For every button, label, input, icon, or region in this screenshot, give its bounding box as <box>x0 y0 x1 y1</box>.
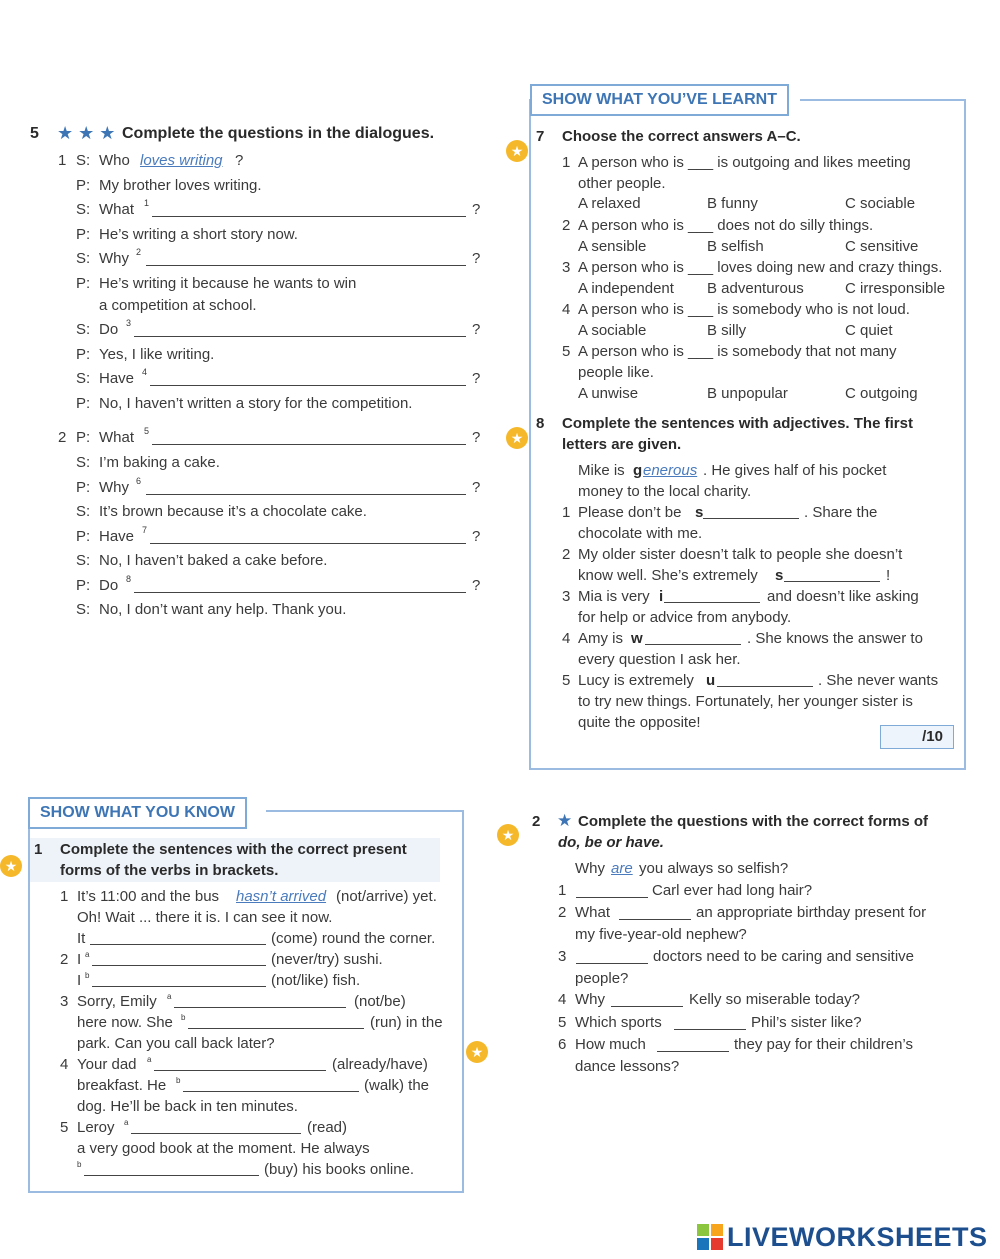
first-letter: w <box>631 630 643 647</box>
question-text: other people. <box>578 175 666 192</box>
answer-blank[interactable] <box>174 1007 346 1008</box>
line-text: Have <box>99 528 135 545</box>
score-box: /10 <box>880 725 954 749</box>
line-text: (never/try) sushi. <box>271 951 383 968</box>
speaker: P: <box>76 275 91 292</box>
line-text: (run) in the <box>370 1014 443 1031</box>
line-text: Sorry, Emily <box>77 993 157 1010</box>
answer-option-b[interactable]: B adventurous <box>707 280 804 297</box>
line-text: quite the opposite! <box>578 714 701 731</box>
answer-blank[interactable] <box>611 1006 683 1007</box>
line-text: I’m baking a cake. <box>99 454 220 471</box>
speaker: S: <box>76 152 91 169</box>
answer-blank[interactable] <box>146 494 466 495</box>
line-text: an appropriate birthday present for <box>696 904 927 921</box>
speaker: S: <box>76 250 91 267</box>
line-text: Why <box>575 991 605 1008</box>
gap-number: 8 <box>126 574 132 584</box>
first-letter: u <box>706 672 716 689</box>
section-header: SHOW WHAT YOU’VE LEARNT <box>530 84 789 116</box>
line-text: ! <box>886 567 891 584</box>
answer-option-a[interactable]: A unwise <box>578 385 639 402</box>
answer-blank[interactable] <box>152 216 466 217</box>
gap-number: 6 <box>136 476 142 486</box>
answer-option-a[interactable]: A sociable <box>578 322 647 339</box>
item-number: 1 <box>558 882 567 899</box>
line-text: Mia is very <box>578 588 650 605</box>
difficulty-stars: ★ ★ ★ <box>57 123 116 143</box>
exercise-number: 7 <box>536 128 545 145</box>
item-number: 3 <box>562 588 571 605</box>
line-text: Amy is <box>578 630 623 647</box>
line-text: Leroy <box>77 1119 115 1136</box>
question-text: people like. <box>578 364 654 381</box>
answer-blank[interactable] <box>134 592 466 593</box>
answer-option-a[interactable]: A sensible <box>578 238 647 255</box>
line-text: Phil’s sister like? <box>751 1014 862 1031</box>
answer-option-b[interactable]: B selfish <box>707 238 764 255</box>
line-text: to try new things. Fortunately, her younger sister is <box>578 693 913 710</box>
question-text: A person who is ___ is somebody who is not loud. <box>578 301 910 318</box>
question-mark: ? <box>472 250 481 267</box>
speaker: S: <box>76 201 91 218</box>
line-text: (not/be) <box>354 993 406 1010</box>
speaker: S: <box>76 370 91 387</box>
line-text: money to the local charity. <box>578 483 752 500</box>
line-text: He’s writing a short story now. <box>99 226 298 243</box>
answer-option-b[interactable]: B funny <box>707 195 758 212</box>
item-number: 4 <box>562 301 571 318</box>
item-number: 2 <box>562 546 571 563</box>
answer-blank[interactable] <box>131 1133 301 1134</box>
dialogue-number: 2 <box>58 429 67 446</box>
line-text: Lucy is extremely <box>578 672 694 689</box>
item-number: 2 <box>558 904 567 921</box>
answer-blank[interactable] <box>92 965 266 966</box>
question-mark: ? <box>472 479 481 496</box>
line-text: they pay for their children’s <box>734 1036 913 1053</box>
line-text: It’s brown because it’s a chocolate cake. <box>99 503 367 520</box>
gap-letter: a <box>167 992 172 1001</box>
gap-number: 7 <box>142 525 148 535</box>
item-number: 6 <box>558 1036 567 1053</box>
line-text: park. Can you call back later? <box>77 1035 275 1052</box>
example-answer: enerous <box>643 462 698 479</box>
line-text: people? <box>575 970 629 987</box>
gap-number: 1 <box>144 198 150 208</box>
box-border-bottom <box>529 768 966 770</box>
exercise-title: forms of the verbs in brackets. <box>60 862 279 879</box>
line-text: ? <box>235 152 244 169</box>
question-text: A person who is ___ does not do silly things. <box>578 217 874 234</box>
answer-option-c[interactable]: C quiet <box>845 322 893 339</box>
item-number: 5 <box>562 672 571 689</box>
gap-letter: a <box>124 1118 129 1127</box>
line-text: Carl ever had long hair? <box>652 882 813 899</box>
exercise-title: do, be or have. <box>558 834 664 851</box>
line-text: dance lessons? <box>575 1058 680 1075</box>
exercise-number: 2 <box>532 813 541 830</box>
item-number: 1 <box>562 154 571 171</box>
line-text: every question I ask her. <box>578 651 741 668</box>
line-text: know well. She’s extremely <box>578 567 758 584</box>
item-number: 4 <box>562 630 571 647</box>
answer-option-c[interactable]: C irresponsible <box>845 280 946 297</box>
answer-blank[interactable] <box>134 336 466 337</box>
example-answer: are <box>611 860 633 877</box>
star-icon: ★ <box>506 140 528 162</box>
item-number: 1 <box>562 504 571 521</box>
line-text: I <box>77 972 82 989</box>
gap-letter: a <box>85 950 90 959</box>
question-text: A person who is ___ is outgoing and likes meeting <box>578 154 911 171</box>
line-text: (not/like) fish. <box>271 972 361 989</box>
item-number: 4 <box>558 991 567 1008</box>
example-answer: loves writing <box>140 152 223 169</box>
question-mark: ? <box>472 370 481 387</box>
gap-letter: b <box>181 1013 186 1022</box>
line-text: a very good book at the moment. He always <box>77 1140 370 1157</box>
answer-option-a[interactable]: A relaxed <box>578 195 641 212</box>
gap-number: 3 <box>126 318 132 328</box>
speaker: S: <box>76 552 91 569</box>
answer-option-b[interactable]: B unpopular <box>707 385 788 402</box>
line-text: Do <box>99 577 119 594</box>
line-text: No, I don’t want any help. Thank you. <box>99 601 347 618</box>
answer-blank[interactable] <box>645 644 741 645</box>
gap-letter: a <box>147 1055 152 1064</box>
answer-blank[interactable] <box>703 518 799 519</box>
line-text: (already/have) <box>332 1056 428 1073</box>
item-number: 1 <box>60 888 69 905</box>
answer-blank[interactable] <box>84 1175 259 1176</box>
box-border-right <box>964 99 966 770</box>
line-text: It <box>77 930 86 947</box>
line-text: My older sister doesn’t talk to people she doesn’t <box>578 546 903 563</box>
example-answer: hasn’t arrived <box>236 888 327 905</box>
line-text: doctors need to be caring and sensitive <box>653 948 914 965</box>
box-border-top <box>266 810 464 812</box>
line-text: Please don’t be <box>578 504 682 521</box>
exercise-title: Complete the questions with the correct forms of <box>578 813 929 830</box>
exercise-number: 1 <box>34 841 43 858</box>
item-number: 5 <box>60 1119 69 1136</box>
answer-blank[interactable] <box>146 265 466 266</box>
liveworksheets-logo <box>697 1223 988 1251</box>
answer-blank[interactable] <box>784 581 880 582</box>
difficulty-stars: ★ <box>557 811 573 830</box>
answer-blank[interactable] <box>152 444 466 445</box>
line-text: No, I haven’t baked a cake before. <box>99 552 328 569</box>
item-number: 5 <box>562 343 571 360</box>
item-number: 3 <box>60 993 69 1010</box>
item-number: 4 <box>60 1056 69 1073</box>
line-text: here now. She <box>77 1014 173 1031</box>
line-text: Why <box>99 479 129 496</box>
box-border-top <box>800 99 966 101</box>
question-mark: ? <box>472 321 481 338</box>
line-text: Do <box>99 321 119 338</box>
speaker: S: <box>76 454 91 471</box>
speaker: P: <box>76 429 91 446</box>
answer-blank[interactable] <box>150 385 466 386</box>
line-text: Have <box>99 370 135 387</box>
answer-blank[interactable] <box>576 897 648 898</box>
question-mark: ? <box>472 528 481 545</box>
line-text: and doesn’t like asking <box>767 588 919 605</box>
answer-option-a[interactable]: A independent <box>578 280 674 297</box>
line-text: What <box>99 201 135 218</box>
exercise-title: Choose the correct answers A–C. <box>562 128 801 145</box>
line-text: Oh! Wait ... there it is. I can see it now. <box>77 909 333 926</box>
section-header: SHOW WHAT YOU KNOW <box>28 797 247 829</box>
first-letter: s <box>695 504 704 521</box>
answer-blank[interactable] <box>576 963 648 964</box>
line-text: Which sports <box>575 1014 662 1031</box>
answer-option-c[interactable]: C sociable <box>845 195 916 212</box>
answer-blank[interactable] <box>92 986 266 987</box>
speaker: P: <box>76 177 91 194</box>
line-text: (come) round the corner. <box>271 930 436 947</box>
exercise-title: Complete the questions in the dialogues. <box>122 125 435 142</box>
box-border-right <box>462 810 464 1193</box>
exercise-title: letters are given. <box>562 436 682 453</box>
line-text: Why <box>575 860 605 877</box>
item-number: 3 <box>558 948 567 965</box>
line-text: you always so selfish? <box>639 860 789 877</box>
line-text: (read) <box>307 1119 348 1136</box>
line-text: Kelly so miserable today? <box>689 991 860 1008</box>
star-icon: ★ <box>0 855 22 877</box>
speaker: S: <box>76 503 91 520</box>
exercise-number: 8 <box>536 415 545 432</box>
question-mark: ? <box>472 201 481 218</box>
line-text: (not/arrive) yet. <box>336 888 437 905</box>
answer-option-c[interactable]: C outgoing <box>845 385 918 402</box>
gap-letter: b <box>77 1160 82 1169</box>
answer-blank[interactable] <box>664 602 760 603</box>
gap-letter: b <box>176 1076 181 1085</box>
line-text: . She knows the answer to <box>747 630 923 647</box>
gap-number: 2 <box>136 247 142 257</box>
answer-blank[interactable] <box>619 919 691 920</box>
line-text: He’s writing it because he wants to win <box>99 275 357 292</box>
answer-blank[interactable] <box>154 1070 326 1071</box>
question-text: A person who is ___ is somebody that not many <box>578 343 897 360</box>
line-text: It’s 11:00 and the bus <box>77 888 220 905</box>
item-number: 3 <box>562 259 571 276</box>
gap-number: 4 <box>142 367 148 377</box>
line-text: my five-year-old nephew? <box>575 926 747 943</box>
exercise-title: Complete the sentences with adjectives. The first <box>562 415 913 432</box>
answer-blank[interactable] <box>657 1051 729 1052</box>
first-letter: i <box>659 588 664 605</box>
gap-letter: b <box>85 971 90 980</box>
answer-blank[interactable] <box>183 1091 359 1092</box>
line-text: No, I haven’t written a story for the competition. <box>99 395 413 412</box>
answer-blank[interactable] <box>90 944 266 945</box>
line-text: What <box>99 429 135 446</box>
line-text: Why <box>99 250 129 267</box>
line-text: dog. He’ll be back in ten minutes. <box>77 1098 298 1115</box>
line-text: Mike is <box>578 462 625 479</box>
exercise-title: Complete the sentences with the correct present <box>60 841 407 858</box>
line-text: for help or advice from anybody. <box>578 609 792 626</box>
line-text: What <box>575 904 611 921</box>
answer-blank[interactable] <box>717 686 813 687</box>
speaker: P: <box>76 577 91 594</box>
speaker: P: <box>76 528 91 545</box>
question-mark: ? <box>472 577 481 594</box>
answer-blank[interactable] <box>188 1028 364 1029</box>
line-text: Yes, I like writing. <box>99 346 215 363</box>
line-text: . She never wants <box>818 672 939 689</box>
line-text: My brother loves writing. <box>99 177 262 194</box>
speaker: S: <box>76 601 91 618</box>
line-text: (walk) the <box>364 1077 430 1094</box>
line-text: . Share the <box>804 504 878 521</box>
answer-option-c[interactable]: C sensitive <box>845 238 919 255</box>
item-number: 5 <box>558 1014 567 1031</box>
item-number: 2 <box>562 217 571 234</box>
first-letter: s <box>775 567 784 584</box>
speaker: P: <box>76 395 91 412</box>
speaker: P: <box>76 479 91 496</box>
gap-number: 5 <box>144 426 150 436</box>
logo-mark-icon <box>697 1224 723 1250</box>
star-icon: ★ <box>506 427 528 449</box>
speaker: P: <box>76 346 91 363</box>
line-text: Your dad <box>77 1056 137 1073</box>
line-text: a competition at school. <box>99 297 257 314</box>
box-border-bottom <box>28 1191 464 1193</box>
line-text: chocolate with me. <box>578 525 703 542</box>
speaker: P: <box>76 226 91 243</box>
answer-blank[interactable] <box>150 543 466 544</box>
speaker: S: <box>76 321 91 338</box>
dialogue-number: 1 <box>58 152 67 169</box>
line-text: breakfast. He <box>77 1077 167 1094</box>
answer-blank[interactable] <box>674 1029 746 1030</box>
star-icon: ★ <box>466 1041 488 1063</box>
first-letter: g <box>633 462 643 479</box>
item-number: 2 <box>60 951 69 968</box>
box-border-left <box>529 99 531 770</box>
line-text: (buy) his books online. <box>264 1161 415 1178</box>
line-text: I <box>77 951 82 968</box>
question-mark: ? <box>472 429 481 446</box>
logo-text: LIVEWORKSHEETS <box>727 1221 988 1252</box>
line-text: . He gives half of his pocket <box>703 462 887 479</box>
line-text: Who <box>99 152 130 169</box>
line-text: How much <box>575 1036 646 1053</box>
answer-option-b[interactable]: B silly <box>707 322 747 339</box>
question-text: A person who is ___ loves doing new and crazy things. <box>578 259 943 276</box>
exercise-number: 5 <box>30 125 39 142</box>
star-icon: ★ <box>497 824 519 846</box>
